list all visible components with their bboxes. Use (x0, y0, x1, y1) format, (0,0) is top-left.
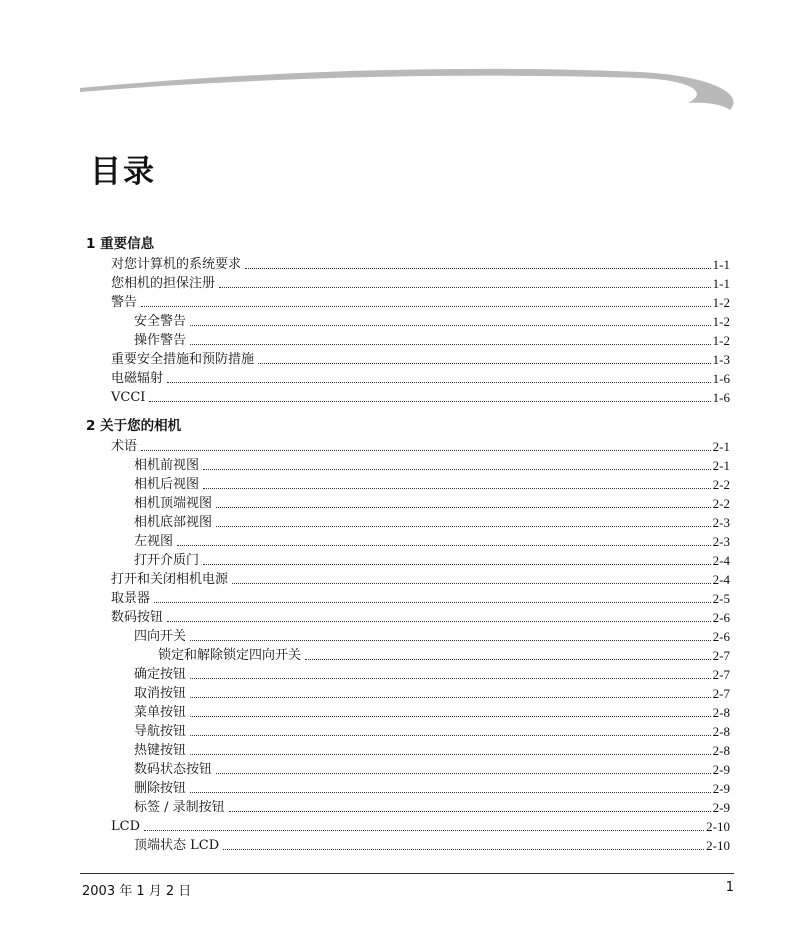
decorative-swoosh (0, 0, 788, 130)
toc-entry-label: 相机底部视图 (134, 515, 213, 530)
toc-entry-label: 相机前视图 (134, 458, 200, 473)
toc-entry-label: 热键按钮 (134, 743, 187, 758)
toc-entry[interactable] (134, 494, 730, 513)
toc-entry[interactable] (111, 350, 730, 369)
toc-entry-label: 菜单按钮 (134, 705, 187, 720)
toc-entry-label: 电磁辐射 (111, 371, 164, 386)
toc-entry[interactable] (134, 665, 730, 684)
toc-entry-label: 取景器 (111, 591, 151, 606)
toc-entry[interactable] (111, 274, 730, 293)
leader-dots (144, 830, 704, 831)
toc-entry-label: VCCI (111, 390, 146, 405)
toc-entry[interactable] (134, 627, 730, 646)
toc-entry-page: 2-6 (712, 610, 730, 625)
toc-entry-label: 相机顶端视图 (134, 496, 213, 511)
toc-entry[interactable] (158, 646, 730, 665)
leader-dots (190, 792, 711, 793)
toc-entry[interactable] (111, 817, 730, 836)
toc-entry-page: 2-2 (712, 496, 730, 511)
toc-entry[interactable] (134, 551, 730, 570)
page-title: 目录 (90, 154, 156, 190)
toc-entry[interactable] (134, 703, 730, 722)
leader-dots (203, 488, 711, 489)
leader-dots (203, 564, 711, 565)
toc-entry-label: 数码按钮 (111, 610, 164, 625)
leader-dots (216, 773, 711, 774)
leader-dots (190, 716, 711, 717)
toc-entry[interactable] (134, 456, 730, 475)
toc-entry-page: 2-1 (712, 458, 730, 473)
leader-dots (190, 735, 711, 736)
toc-entry-label: 左视图 (134, 534, 174, 549)
toc-entry-page: 2-10 (706, 838, 730, 853)
toc-entry-label: 操作警告 (134, 333, 187, 348)
toc-entry-page: 2-4 (712, 572, 730, 587)
toc-entry-page: 2-3 (712, 515, 730, 530)
toc-entry-page: 1-1 (712, 276, 730, 291)
footer-page-number: 1 (725, 880, 734, 895)
toc-entry-label: 相机后视图 (134, 477, 200, 492)
toc-entry[interactable] (134, 532, 730, 551)
toc-entry-label: 您相机的担保注册 (111, 276, 216, 291)
leader-dots (167, 382, 711, 383)
toc-entry-page: 2-9 (712, 781, 730, 796)
toc-entry-label: 导航按钮 (134, 724, 187, 739)
toc-entry-page: 2-5 (712, 591, 730, 606)
toc-entry-page: 1-2 (712, 295, 730, 310)
leader-dots (229, 811, 711, 812)
toc-entry-label: 顶端状态 LCD (134, 838, 220, 853)
leader-dots (167, 621, 711, 622)
toc-entry[interactable] (134, 741, 730, 760)
section-heading: 1 重要信息 (86, 236, 155, 252)
leader-dots (203, 469, 711, 470)
toc-entry-page: 2-3 (712, 534, 730, 549)
toc-entry[interactable] (134, 475, 730, 494)
toc-entry-label: 术语 (111, 439, 138, 454)
leader-dots (154, 602, 711, 603)
leader-dots (216, 507, 711, 508)
toc-entry-label: 安全警告 (134, 314, 187, 329)
toc-entry-label: 标签 / 录制按钮 (134, 800, 225, 815)
toc-entry-label: 打开和关闭相机电源 (111, 572, 229, 587)
leader-dots (190, 344, 711, 345)
toc-entry-page: 1-1 (712, 257, 730, 272)
toc-entry[interactable] (134, 779, 730, 798)
footer-divider (80, 873, 734, 874)
toc-entry[interactable] (111, 589, 730, 608)
toc-entry-page: 2-8 (712, 743, 730, 758)
toc-entry[interactable] (134, 836, 730, 855)
toc-entry-page: 2-6 (712, 629, 730, 644)
toc-entry-page: 1-2 (712, 333, 730, 348)
toc-entry-label: 删除按钮 (134, 781, 187, 796)
leader-dots (141, 306, 711, 307)
toc-entry-label: 确定按钮 (134, 667, 187, 682)
toc-entry-label: 打开介质门 (134, 553, 200, 568)
toc-entry-label: 四向开关 (134, 629, 187, 644)
toc-entry[interactable] (111, 293, 730, 312)
footer-date: 2003 年 1 月 2 日 (82, 884, 192, 899)
leader-dots (223, 849, 704, 850)
toc-entry-label: 对您计算机的系统要求 (111, 257, 242, 272)
leader-dots (305, 659, 711, 660)
toc-entry-page: 2-8 (712, 724, 730, 739)
toc-entry-page: 2-9 (712, 762, 730, 777)
toc-entry[interactable] (134, 798, 730, 817)
leader-dots (149, 401, 710, 402)
toc-entry-page: 2-7 (712, 686, 730, 701)
toc-entry-label: 取消按钮 (134, 686, 187, 701)
leader-dots (232, 583, 711, 584)
toc-entry-label: 警告 (111, 295, 138, 310)
toc-entry-page: 1-2 (712, 314, 730, 329)
leader-dots (190, 640, 711, 641)
toc-entry[interactable] (134, 684, 730, 703)
toc-entry-page: 1-6 (712, 371, 730, 386)
toc-entry-page: 2-4 (712, 553, 730, 568)
toc-entry[interactable] (111, 437, 730, 456)
toc-entry[interactable] (111, 570, 730, 589)
toc-entry[interactable] (111, 255, 730, 274)
section-heading: 2 关于您的相机 (86, 418, 182, 434)
toc-entry-page: 2-7 (712, 648, 730, 663)
leader-dots (219, 287, 711, 288)
toc-entry-label: 数码状态按钮 (134, 762, 213, 777)
toc-entry-page: 2-1 (712, 439, 730, 454)
toc-entry[interactable] (111, 388, 730, 407)
leader-dots (258, 363, 711, 364)
toc-entry[interactable] (111, 369, 730, 388)
leader-dots (190, 678, 711, 679)
leader-dots (216, 526, 711, 527)
toc-entry-page: 2-8 (712, 705, 730, 720)
leader-dots (245, 268, 711, 269)
toc-entry-page: 2-7 (712, 667, 730, 682)
toc-entry[interactable] (134, 760, 730, 779)
leader-dots (190, 325, 711, 326)
toc-entry[interactable] (134, 513, 730, 532)
toc-entry[interactable] (134, 312, 730, 331)
leader-dots (190, 754, 711, 755)
toc-entry-label: 锁定和解除锁定四向开关 (158, 648, 302, 663)
toc-entry-page: 2-10 (706, 819, 730, 834)
toc-entry-page: 1-3 (712, 352, 730, 367)
toc-entry-label: 重要安全措施和预防措施 (111, 352, 255, 367)
toc-entry[interactable] (134, 331, 730, 350)
toc-entry[interactable] (134, 722, 730, 741)
leader-dots (190, 697, 711, 698)
toc-entry[interactable] (111, 608, 730, 627)
leader-dots (177, 545, 711, 546)
toc-entry-page: 2-9 (712, 800, 730, 815)
leader-dots (141, 450, 711, 451)
toc-entry-page: 2-2 (712, 477, 730, 492)
toc-entry-label: LCD (111, 819, 141, 834)
toc-entry-page: 1-6 (712, 390, 730, 405)
